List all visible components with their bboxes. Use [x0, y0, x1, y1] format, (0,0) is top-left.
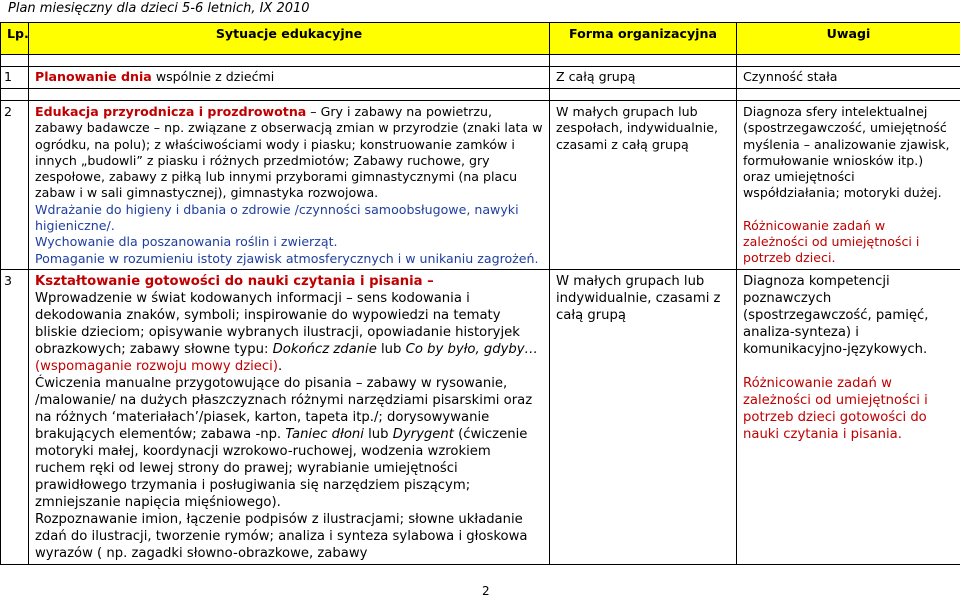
header-row: [1, 23, 960, 55]
table-row: [1, 101, 960, 270]
form-cell: W małych grupach lub indywidualnie, czasami z całą grupą: [550, 269, 737, 564]
situation-title: Edukacja przyrodnicza i prozdrowotna: [35, 104, 307, 119]
notes-diagnosis: Diagnoza sfery intelektualnej (spostrzegawczość, umiejętność myślenia – analizowanie zjawisk, formułowanie wniosków itp.) oraz umiejętności współdziałania; motoryki dużej.: [743, 104, 950, 201]
situation-title: Planowanie dnia: [35, 69, 152, 84]
situation-cell: [29, 67, 550, 89]
row-number: 1: [1, 67, 29, 89]
situation-title: Kształtowanie gotowości do nauki czytania i pisania –: [35, 273, 434, 289]
spacer-row: [1, 89, 960, 101]
situation-goal: Pomaganie w rozumieniu istoty zjawisk atmosferycznych i w unikaniu zagrożeń.: [35, 250, 539, 266]
document-title: Plan miesięczny dla dzieci 5-6 letnich, IX 2010: [8, 1, 310, 16]
header-notes: Uwagi: [737, 23, 960, 55]
situation-cell: [29, 269, 550, 564]
notes-cell: [737, 101, 960, 270]
plan-table: [0, 22, 960, 565]
header-lp: Lp.: [1, 23, 29, 55]
notes-cell: [737, 269, 960, 564]
table-row: [1, 67, 960, 89]
situation-text: Gry i zabawy na powietrzu, zabawy badawcze – np. związane z obserwacją zmian w przyrodzie (znaki lata w ogródku, na polu); z właściwościami wody i piasku; konstruowanie zamków i innych „budowli” z piasku i różnych przedmiotów; Zabawy ruchowe, gry zespołowe, zabawy z piłką lub innymi przyborami gimnastycznymi (na placu zabaw i w sali gimnastycznej), gimnastyka rozwojowa.: [35, 104, 543, 201]
notes-differentiation: Różnicowanie zadań w zależności od umiejętności i potrzeb dzieci gotowości do nauki czytania i pisania.: [743, 375, 928, 442]
situation-dash: –: [306, 104, 321, 119]
notes-cell: Czynność stała: [737, 67, 960, 89]
situation-cell: [29, 101, 550, 270]
header-form: Forma organizacyjna: [550, 23, 737, 55]
situation-paragraph: Wprowadzenie w świat kodowanych informacji – sens kodowania i dekodowania znaków, symboli; inspirowanie do wypowiedzi na tematy bliskie dzieciom; opisywanie wybranych ilustracji, opowiadanie historyjek obrazkowych; zabawy słowne typu: Dokończ zdanie lub Co by było, gdyby…(wspomaganie rozwoju mowy dzieci).: [35, 290, 538, 374]
situation-goal: Wychowanie dla poszanowania roślin i zwierząt.: [35, 234, 338, 250]
row-number: 2: [1, 101, 29, 270]
table-row: [1, 269, 960, 564]
notes-diagnosis: Diagnoza kompetencji poznawczych (spostrzegawczość, pamięć, analiza-synteza) i komunikacyjno-językowych.: [743, 273, 929, 357]
situation-text: wspólnie z dziećmi: [151, 69, 275, 84]
header-situations: Sytuacje edukacyjne: [29, 23, 550, 55]
notes-differentiation: Różnicowanie zadań w zależności od umiejętności i potrzeb dzieci.: [743, 217, 920, 266]
page-number: 2: [482, 584, 490, 598]
situation-goal: Wdrażanie do higieny i dbania o zdrowie /czynności samoobsługowe, nawyki higieniczne/.: [35, 201, 519, 234]
situation-paragraph: Rozpoznawanie imion, łączenie podpisów z ilustracjami; słowne układanie zdań do ilustracji, tworzenie rymów; analiza i synteza sylabowa i głoskowa wyrazów ( np. zagadki słowno-obrazkowe, zabawy: [35, 511, 528, 561]
situation-paragraph: Ćwiczenia manualne przygotowujące do pisania – zabawy w rysowanie, /malowanie/ na dużych płaszczyznach różnymi narzędziami pisarskimi oraz na różnych ‘materiałach’/piasek, karton, tapeta itp./; dorysowywanie brakujących elementów; zabawa -np. Taniec dłoni lub Dyrygent (ćwiczenie motoryki małej, koordynacji wzrokowo-ruchowej, wodzenia wzrokiem ruchem ręki od lewej strony do prawej; wyrabianie umiejętności prawidłowego trzymania i posługiwania się narzędziem piszącym; zmniejszanie napięcia mięśniowego).: [35, 375, 533, 510]
form-cell: W małych grupach lub zespołach, indywidualnie, czasami z całą grupą: [550, 101, 737, 270]
form-cell: Z całą grupą: [550, 67, 737, 89]
spacer-row: [1, 55, 960, 67]
row-number: 3: [1, 269, 29, 564]
